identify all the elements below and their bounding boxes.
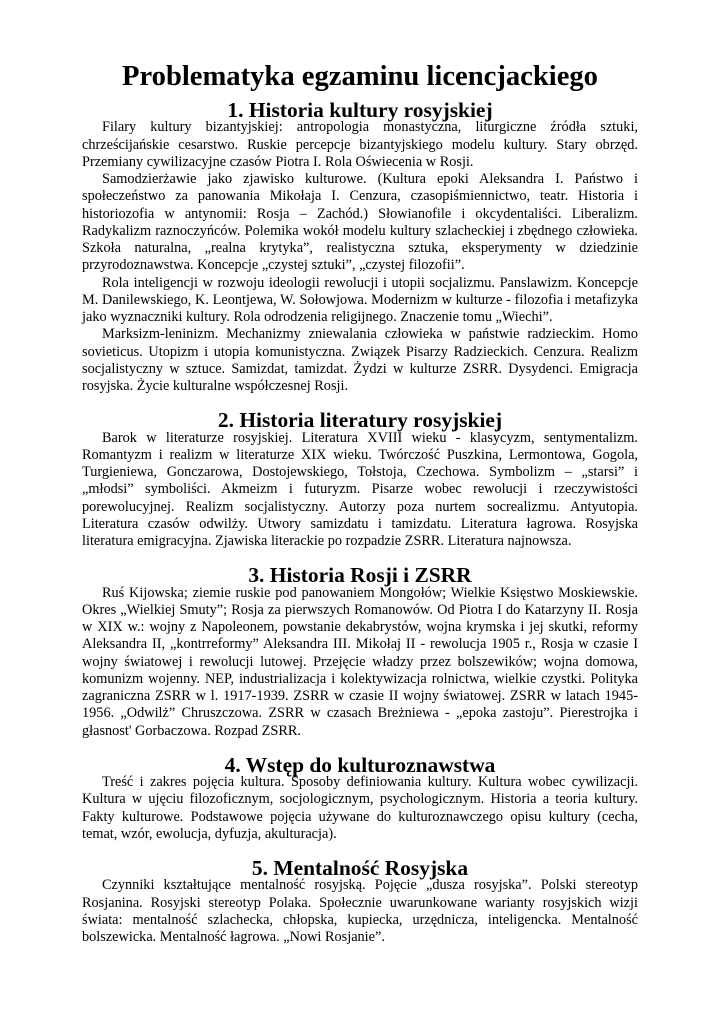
section-heading: 3. Historia Rosji i ZSRR: [248, 563, 472, 588]
section-paragraph: Czynniki kształtujące mentalność rosyjską. Pojęcie „dusza rosyjska”. Polski stereotyp Rosjanina. Rosyjski stereotyp Polaka. Społecznie uwarunkowane warianty rosyjskich wizji świata: mentalność szlachecka, chłopska, kupiecka, urzędnicza, inteligencka. Mentalność bolszewicka. Mentalność łagrowa. „Nowi Rosjanie”.: [82, 877, 638, 945]
document-title: Problematyka egzaminu licencjackiego: [122, 61, 598, 92]
section-history-of-russia: [82, 550, 638, 740]
section-history-of-literature: [82, 395, 638, 550]
section-paragraph: Barok w literaturze rosyjskiej. Literatura XVIII wieku - klasycyzm, sentymentalizm. Romantyzm i realizm w literaturze XIX wieku. Twórczość Puszkina, Lermontowa, Gogola, Turgieniewa, Gonczarowa, Dostojewskiego, Tołstoja, Czechowa. Symbolizm – „starsi” i „młodsi” symboliści. Akmeizm i futuryzm. Pisarze wobec rewolucji i rzeczywistości porewolucyjnej. Realizm socjalistyczny. Autorzy poza nurtem socrealizmu. Antyutopia. Literatura czasów odwilży. Utwory samizdatu i tamizdatu. Literatura łagrowa. Rosyjska literatura emigracyjna. Zjawiska literackie po rozpadzie ZSRR. Literatura najnowsza.: [82, 429, 638, 549]
section-paragraph: Ruś Kijowska; ziemie ruskie pod panowaniem Mongołów; Wielkie Księstwo Moskiewskie. Okres „Wielkiej Smuty”; Rosja za pierwszych Romanowów. Od Piotra I do Katarzyny II. Rosja w XIX w.: wojny z Napoleonem, powstanie dekabrystów, wojna krymska i jej skutki, reformy Aleksandra II, „kontrreformy” Aleksandra III. Mikołaj II - rewolucja 1905 r., Rosja w czasie I wojny światowej i rewolucji lutowej. Przejęcie władzy przez bolszewików; wojna domowa, komunizm wojenny. NEP, industrializacja i kolektywizacja rolnictwa, wielkie czystki. Polityka zagraniczna ZSRR w l. 1917-1939. ZSRR w czasie II wojny światowej. ZSRR w latach 1945-1956. „Odwilż” Chruszczowa. ZSRR w czasach Breżniewa - „epoka zastoju”. Pierestrojka i głasnost' Gorbaczowa. Rozpad ZSRR.: [82, 584, 638, 739]
section-paragraph: Treść i zakres pojęcia kultura. Sposoby definiowania kultury. Kultura wobec cywilizacji. Kultura w ujęciu filozoficznym, socjologicznym, psychologicznym. Historia a teoria kultury. Fakty kulturowe. Podstawowe pojęcia używane do kulturoznawczego opisu kultury (cecha, temat, wzór, ewolucja, dyfuzja, akulturacja).: [82, 774, 638, 842]
section-paragraph: Marksizm-leninizm. Mechanizmy zniewalania człowieka w państwie radzieckim. Homo sovieticus. Utopizm i utopia komunistyczna. Związek Pisarzy Radzieckich. Cenzura. Realizm socjalistyczny w sztuce. Samizdat, tamizdat. Żydzi w kulturze ZSRR. Dysydenci. Emigracja rosyjska. Życie kulturalne współczesnej Rosji.: [82, 326, 638, 394]
section-heading: 2. Historia literatury rosyjskiej: [217, 408, 503, 433]
section-cultural-studies: [82, 740, 638, 843]
section-history-of-culture: [82, 85, 638, 395]
section-paragraph: Rola inteligencji w rozwoju ideologii rewolucji i utopii socjalizmu. Panslawizm. Koncepcje M. Danilewskiego, K. Leontjewa, W. Sołowjowa. Modernizm w kulturze - filozofia i metafizyka jako wyznaczniki kultury. Rola odrodzenia religijnego. Znaczenie tomu „Wiechi”.: [82, 274, 638, 325]
section-heading: 5. Mentalność Rosyjska: [251, 856, 469, 880]
section-paragraph: Samodzierżawie jako zjawisko kulturowe. (Kultura epoki Aleksandra I. Państwo i społeczeństwo za panowania Mikołaja I. Cenzura, czasopiśmiennictwo, teatr. Historia i historiozofia w antynomii: Rosja – Zachód.) Słowianofile i okcydentaliści. Liberalizm. Radykalizm raznoczyńców. Polemika wokół modelu kultury szlacheckiej i zbędnego człowieka. Szkoła naturalna, „realna krytyka”, realistyczna sztuka, eksperymenty w dziedzinie przyrodoznawstwa. Koncepcje „czystej sztuki”, „czystej filozofii”.: [82, 171, 638, 274]
section-paragraph: Filary kultury bizantyjskiej: antropologia monastyczna, liturgiczne źródła sztuki, chrześcijańskie cesarstwo. Ruskie percepcje bizantyjskiego modelu kultury. Stary obrzęd. Przemiany cywilizacyjne czasów Piotra I. Rola Oświecenia w Rosji.: [82, 119, 638, 170]
section-russian-mentality: [82, 843, 638, 946]
section-heading: 4. Wstęp do kulturoznawstwa: [224, 752, 496, 777]
section-heading: 1. Historia kultury rosyjskiej: [227, 98, 493, 122]
